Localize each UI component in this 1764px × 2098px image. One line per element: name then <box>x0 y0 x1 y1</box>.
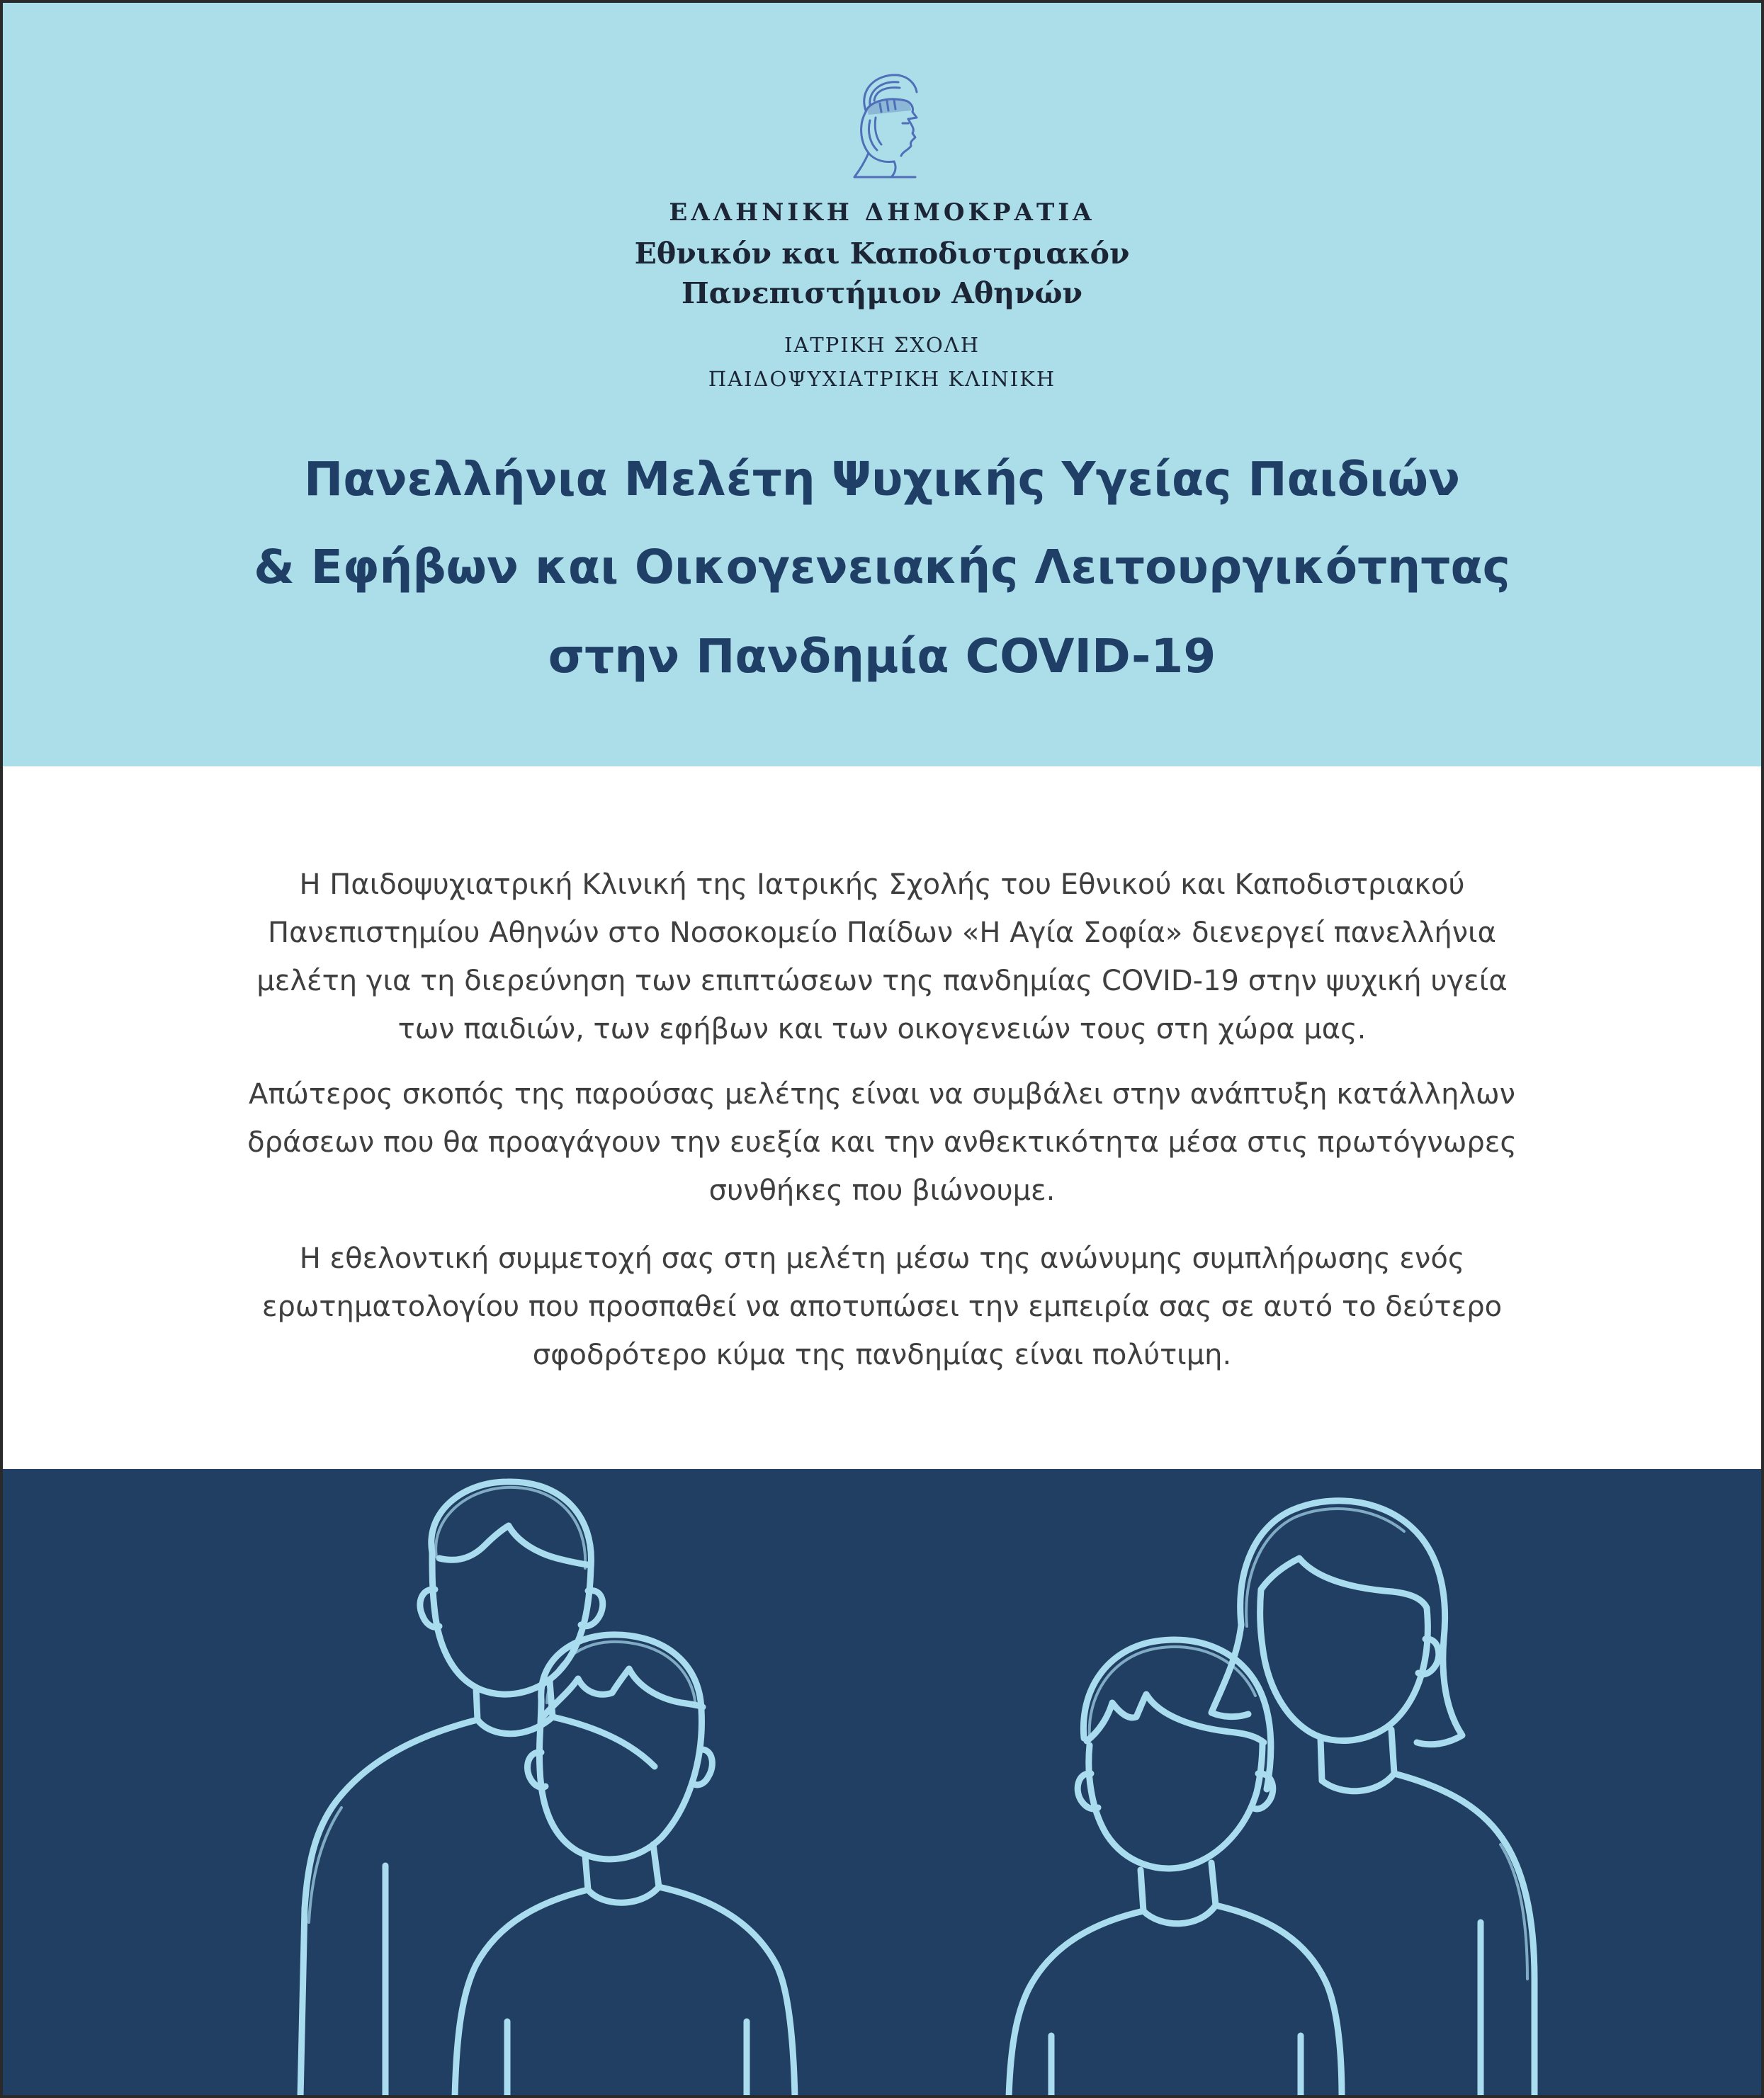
republic-label: ΕΛΛΗΝΙΚΗ ΔΗΜΟΚΡΑΤΙΑ <box>669 198 1095 227</box>
athena-head-seal-icon <box>837 68 934 181</box>
paragraph-line: Πανεπιστημίου Αθηνών στο Νοσοκομείο Παίδων «Η Αγία Σοφία» διενεργεί πανελλήνια <box>268 917 1496 949</box>
paragraph-line: συνθήκες που βιώνουμε. <box>708 1174 1056 1207</box>
paragraph-line: δράσεων που θα προαγάγουν την ευεξία και την ανθεκτικότητα μέσα στις πρωτόγνωρες <box>247 1126 1517 1159</box>
university-name-line1: Εθνικόν και Καποδιστριακόν <box>634 237 1130 271</box>
paragraph-line: Η Παιδοψυχιατρική Κλινική της Ιατρικής Σχολής του Εθνικού και Καποδιστριακού <box>299 868 1465 901</box>
paragraph-line: σφοδρότερο κύμα της πανδημίας είναι πολύτιμη. <box>532 1339 1232 1371</box>
daughter-figure-icon <box>1009 1640 1342 2098</box>
header-band <box>3 3 1761 766</box>
paragraph-line: μελέτη για τη διερεύνηση των επιπτώσεων της πανδημίας COVID-19 στην ψυχική υγεία <box>256 965 1508 997</box>
paragraph-line: ερωτηματολογίου που προσπαθεί να αποτυπώσει την εμπειρία σας σε αυτό το δεύτερο <box>261 1291 1503 1323</box>
paragraph-line: Η εθελοντική συμμετοχή σας στη μελέτη μέσω της ανώνυμης συμπλήρωσης ενός <box>299 1242 1465 1275</box>
family-illustration-band <box>3 1469 1761 2098</box>
clinic-label: ΠΑΙΔΟΨΥΧΙΑΤΡΙΚΗ ΚΛΙΝΙΚΗ <box>708 367 1056 391</box>
family-illustration <box>3 1469 1761 2098</box>
mother-figure-icon <box>1211 1501 1534 2098</box>
study-title-line2: & Εφήβων και Οικογενειακής Λειτουργικότητας <box>254 540 1510 594</box>
study-title-line1: Πανελλήνια Μελέτη Ψυχικής Υγείας Παιδιών <box>303 452 1461 506</box>
paragraph-line: των παιδιών, των εφήβων και των οικογενειών τους στη χώρα μας. <box>397 1013 1367 1045</box>
university-name-line2: Πανεπιστήμιον Αθηνών <box>682 276 1082 310</box>
school-label: ΙΑΤΡΙΚΗ ΣΧΟΛΗ <box>784 333 980 357</box>
father-figure-icon <box>300 1482 655 2098</box>
study-title-line3: στην Πανδημία COVID-19 <box>548 629 1216 684</box>
paragraph-line: Απώτερος σκοπός της παρούσας μελέτης είναι να συμβάλει στην ανάπτυξη κατάλληλων <box>249 1078 1515 1111</box>
son-figure-icon <box>455 1635 795 2098</box>
